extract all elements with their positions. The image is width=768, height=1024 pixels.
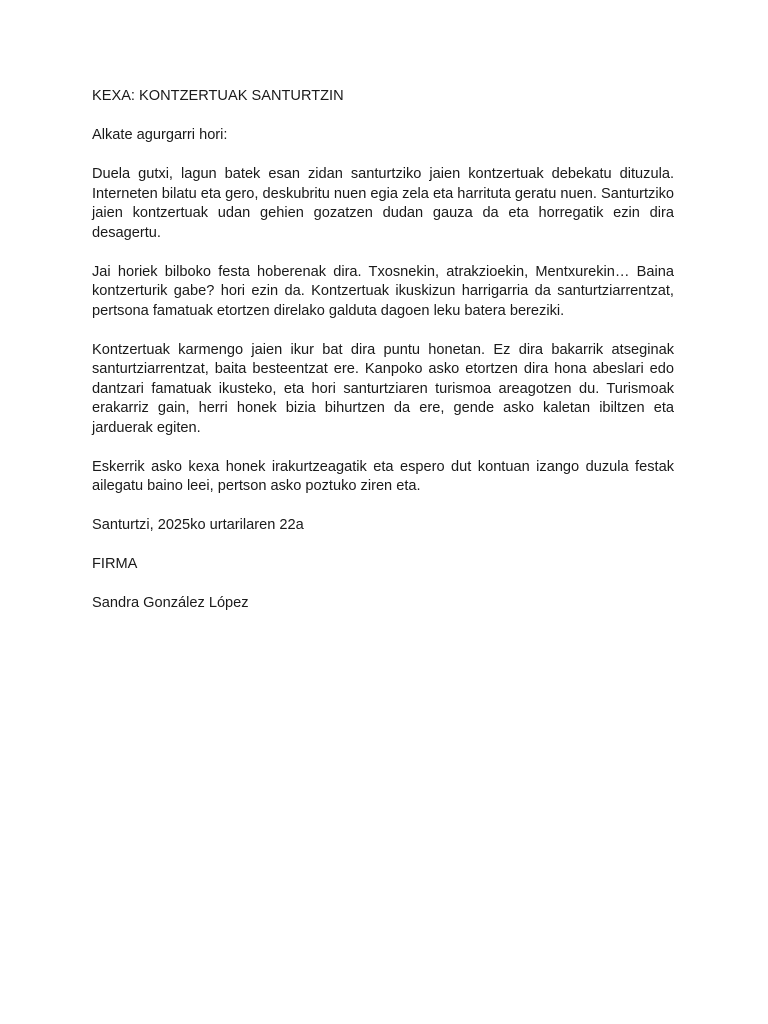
place-and-date: Santurtzi, 2025ko urtarilaren 22a bbox=[92, 517, 304, 533]
paragraph-2: Jai horiek bilboko festa hoberenak dira. Txosnekin, atrakzioekin, Mentxurekin… Baina kontzerturik gabe? hori ezin da. Kontzertuak ikuskizun harrigarria da santurtziarrentzat, pertsona famatuak etortzen direlako galduta dagoen leku batera bereziki. bbox=[92, 263, 674, 319]
paragraph-3: Kontzertuak karmengo jaien ikur bat dira puntu honetan. Ez dira bakarrik atseginak santurtziarrentzat, baita besteentzat ere. Kanpoko asko etortzen dira hona abeslari edo dantzari famatuak ikusteko, eta hori santurtziaren turismoa areagotzen du. Turismoak erakarriz gain, herri honek bizia bihurtzen da ere, gende asko kaletan ibiltzen eta jarduerak egiten. bbox=[92, 341, 674, 436]
paragraph-4: Eskerrik asko kexa honek irakurtzeagatik eta espero dut kontuan izango duzula festak ailegatu baino leei, pertson asko poztuko ziren eta. bbox=[92, 458, 674, 494]
letter-body bbox=[92, 87, 674, 614]
letter-greeting: Alkate agurgarri hori: bbox=[92, 127, 228, 143]
signature-label: FIRMA bbox=[92, 556, 138, 572]
author-name: Sandra González López bbox=[92, 595, 249, 611]
paragraph-1: Duela gutxi, lagun batek esan zidan santurtziko jaien kontzertuak debekatu dituzula. Interneten bilatu eta gero, deskubritu nuen egia zela eta harrituta geratu nuen. Santurtziko jaien kontzertuak udan gehien gozatzen dudan gauza da eta horregatik ezin dira desagertu. bbox=[92, 166, 674, 241]
letter-title: KEXA: KONTZERTUAK SANTURTZIN bbox=[92, 88, 344, 104]
